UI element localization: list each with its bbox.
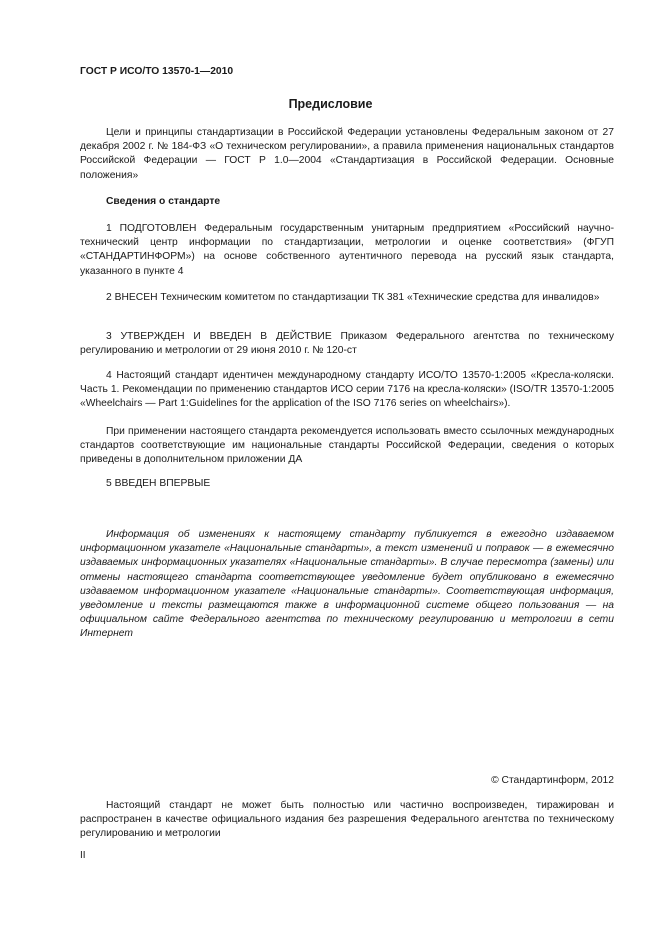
intro-paragraph: Цели и принципы стандартизации в Российской Федерации установлены Федеральным законом от 27 декабря 2002 г. № 184-ФЗ «О техническом регулировании», а правила применения национальных стандартов Российской Федерации — ГОСТ Р 1.0—2004 «Стандартизация в Российской Федерации. Основные положения» (80, 127, 614, 181)
standard-code: ГОСТ Р ИСО/ТО 13570-1—2010 (80, 66, 234, 77)
page-title: Предисловие (288, 97, 373, 111)
item-1-prepared: 1 ПОДГОТОВЛЕН Федеральным государственным унитарным предприятием «Российский научно-технический центр информации по стандартизации, метрологии и оценке соответствия» (ФГУП «СТАНДАРТИНФОРМ») на основе собственного аутентичного перевода на русский язык стандарта, указанного в пункте 4 (80, 223, 614, 277)
item-4-note: При применении настоящего стандарта рекомендуется использовать вместо ссылочных международных стандартов соответствующие им национальные стандарты Российской Федерации, сведения о которых приведены в дополнительном приложении ДА (80, 426, 614, 466)
changes-notice: Информация об изменениях к настоящему стандарту публикуется в ежегодно издаваемом информационном указателе «Национальные стандарты», а текст изменений и поправок — в ежемесячно издаваемых информационных указателях «Национальные стандарты». В случае пересмотра (замены) или отмены настоящего стандарта соответствующее уведомление будет опубликовано в ежемесячно издаваемом информационном указателе «Национальные стандарты». Соответствующая информация, уведомление и тексты размещаются также в информационной системе общего пользования — на официальном сайте Федерального агентства по техническому регулированию и метрологии в сети Интернет (80, 529, 614, 640)
section-heading: Сведения о стандарте (106, 196, 221, 207)
reproduction-notice: Настоящий стандарт не может быть полностью или частично воспроизведен, тиражирован и распространен в качестве официального издания без разрешения Федерального агентства по техническому регулированию и метрологии (80, 800, 614, 840)
page-number: II (80, 850, 86, 861)
copyright: © Стандартинформ, 2012 (491, 775, 614, 786)
item-4-identical: 4 Настоящий стандарт идентичен международному стандарту ИСО/ТО 13570-1:2005 «Кресла-коляски. Часть 1. Рекомендации по применению стандартов ИСО серии 7176 на кресла-коляски» (ISO/TR 13570-1:2005 «Wheelchairs — Part 1:Guidelines for the application of the ISO 7176 series on wheelchairs»). (80, 370, 614, 410)
item-3-approved: 3 УТВЕРЖДЕН И ВВЕДЕН В ДЕЙСТВИЕ Приказом Федерального агентства по техническому регулированию и метрологии от 29 июня 2010 г. № 120-ст (80, 331, 614, 357)
item-2-submitted: 2 ВНЕСЕН Техническим комитетом по стандартизации ТК 381 «Технические средства для инвалидов» (106, 292, 600, 303)
item-5-introduced: 5 ВВЕДЕН ВПЕРВЫЕ (106, 478, 211, 489)
